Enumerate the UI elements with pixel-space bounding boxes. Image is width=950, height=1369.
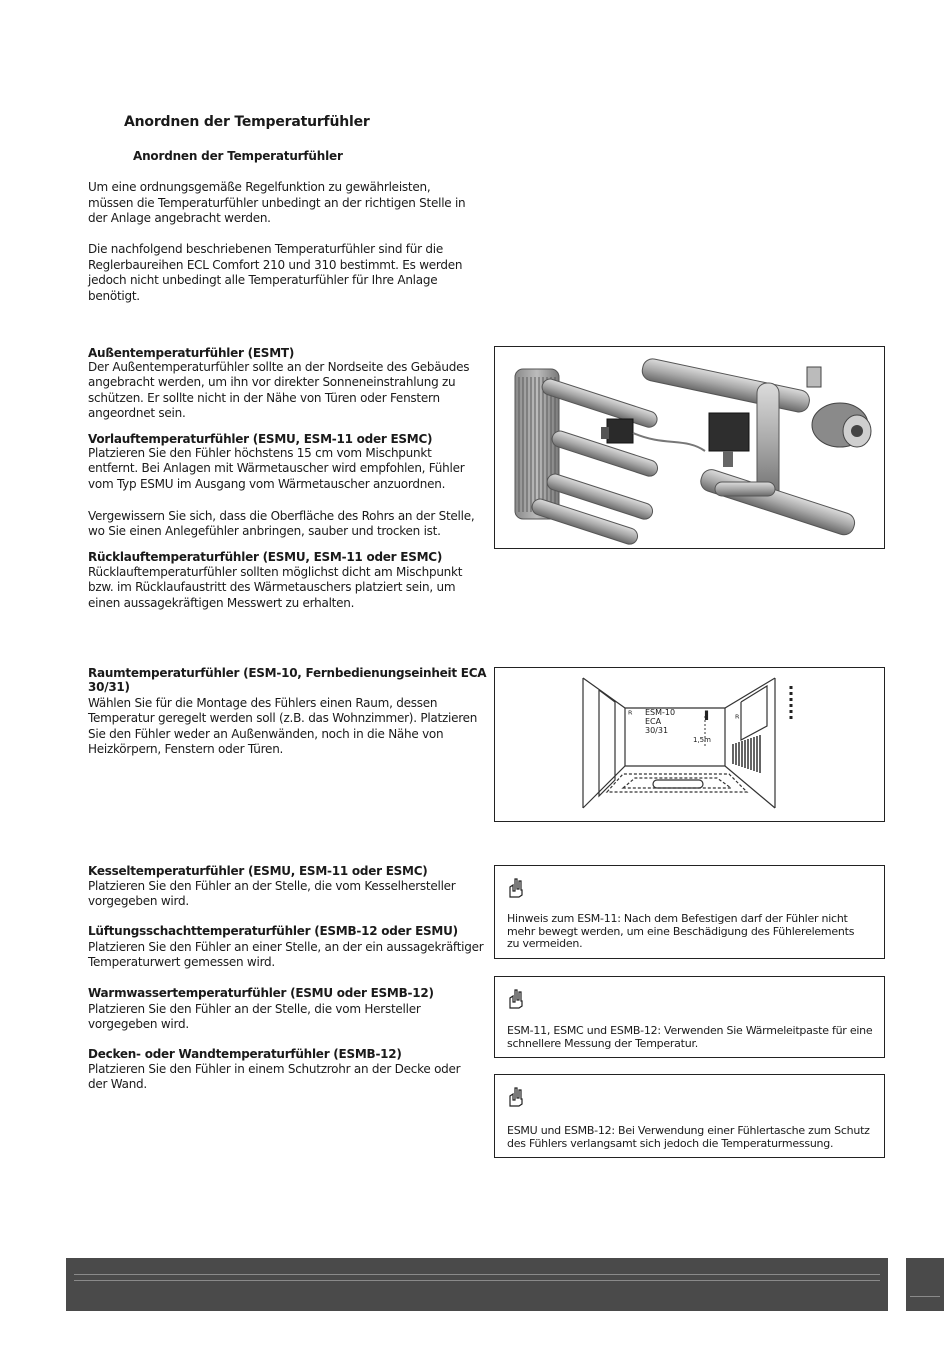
ruecklauf-body: Rücklauftemperaturfühler sollten möglichst dicht am Mischpunkt bzw. im Rücklaufaustritt des Wärmetauschers platziert sein, um einen aussagekräftigen Messwert zu erhalten. (88, 565, 463, 610)
vorlauf-body-2: Vergewissern Sie sich, dass die Oberfläche des Rohrs an der Stelle, wo Sie einen Anlegefühler anbringen, sauber und trocken ist. (88, 509, 475, 539)
room-height-label: 1,5m (693, 736, 711, 744)
footer-bar (66, 1258, 888, 1311)
svg-text:▌: ▌ (705, 711, 712, 720)
lueftung-body: Platzieren Sie den Fühler an einer Stelle, an der ein aussagekräftiger Temperaturwert gemessen wird. (88, 940, 484, 970)
lueftung-title: Lüftungsschachttemperaturfühler (ESMB-12 oder ESMU) (88, 924, 458, 938)
heat-exchanger-figure (494, 346, 885, 549)
note-hand-icon (507, 986, 525, 1010)
section-heading: Anordnen der Temperaturfühler (133, 149, 343, 163)
intro-paragraph-2: Die nachfolgend beschriebenen Temperaturfühler sind für die Reglerbaureihen ECL Comfort 210 und 310 bestimmt. Es werden jedoch nicht unbedingt alle Temperaturfühler für Ihre Anlage benötigt. (88, 242, 463, 303)
note-hand-icon (507, 875, 525, 899)
decke-title: Decken- oder Wandtemperaturfühler (ESMB-12) (88, 1047, 402, 1061)
note-text: ESM-11, ESMC und ESMB-12: Verwenden Sie Wärmeleitpaste für eine schnellere Messung der Temperatur. (507, 1024, 873, 1050)
page-tab (906, 1258, 944, 1311)
warmwasser-body: Platzieren Sie den Fühler an der Stelle, die vom Hersteller vorgegeben wird. (88, 1002, 421, 1032)
intro-paragraph-1: Um eine ordnungsgemäße Regelfunktion zu gewährleisten, müssen die Temperaturfühler unbedingt an der richtigen Stelle in der Anlage angebracht werden. (88, 180, 466, 225)
raum-title: Raumtemperaturfühler (ESM-10, Fernbedienungseinheit ECA 30/31) (88, 666, 487, 694)
vorlauf-body: Platzieren Sie den Fühler höchstens 15 cm vom Mischpunkt entfernt. Bei Anlagen mit Wärmetauscher wird empfohlen, Fühler vom Typ ESMU im Ausgang vom Wärmetauscher anzuordnen. (88, 446, 465, 491)
esmt-body: Der Außentemperaturfühler sollte an der Nordseite des Gebäudes angebracht werden, um ihn vor direkter Sonneneinstrahlung zu schützen. Er sollte nicht in der Nähe von Türen oder Fenstern angeordnet sein. (88, 360, 470, 420)
room-illustration (495, 668, 884, 821)
decke-body: Platzieren Sie den Fühler in einem Schutzrohr an der Decke oder der Wand. (88, 1062, 461, 1092)
heat-exchanger-illustration (495, 347, 884, 548)
ruecklauf-title: Rücklauftemperaturfühler (ESMU, ESM-11 oder ESMC) (88, 550, 443, 564)
raum-body: Wählen Sie für die Montage des Fühlers einen Raum, dessen Temperatur geregelt werden soll (z.B. das Wohnzimmer). Platzieren Sie den Fühler weder an Außenwänden, noch in die Nähe von Heizkörpern, Fenstern oder Türen. (88, 696, 478, 756)
note-hand-icon (507, 1084, 525, 1108)
warmwasser-title: Warmwassertemperaturfühler (ESMU oder ESMB-12) (88, 986, 434, 1000)
kessel-title: Kesseltemperaturfühler (ESMU, ESM-11 oder ESMC) (88, 864, 428, 878)
note-box (494, 976, 885, 1058)
vorlauf-title: Vorlauftemperaturfühler (ESMU, ESM-11 oder ESMC) (88, 432, 433, 446)
note-text: ESMU und ESMB-12: Bei Verwendung einer Fühlertasche zum Schutz des Fühlers verlangsamt sich jedoch die Temperaturmessung. (507, 1124, 870, 1150)
note-box (494, 1074, 885, 1158)
svg-text:ᴿ: ᴿ (735, 714, 740, 725)
note-text: Hinweis zum ESM-11: Nach dem Befestigen darf der Fühler nicht mehr bewegt werden, um eine Beschädigung des Fühlerelements zu vermeiden. (507, 912, 855, 950)
room-sensor-label: ESM-10 ECA 30/31 (645, 708, 676, 735)
room-figure (494, 667, 885, 822)
svg-text:ᴿ: ᴿ (628, 710, 633, 721)
kessel-body: Platzieren Sie den Fühler an der Stelle, die vom Kesselhersteller vorgegeben wird. (88, 879, 456, 909)
note-box (494, 865, 885, 959)
esmt-title: Außentemperaturfühler (ESMT) (88, 346, 295, 360)
page-title: Anordnen der Temperaturfühler (124, 114, 370, 130)
